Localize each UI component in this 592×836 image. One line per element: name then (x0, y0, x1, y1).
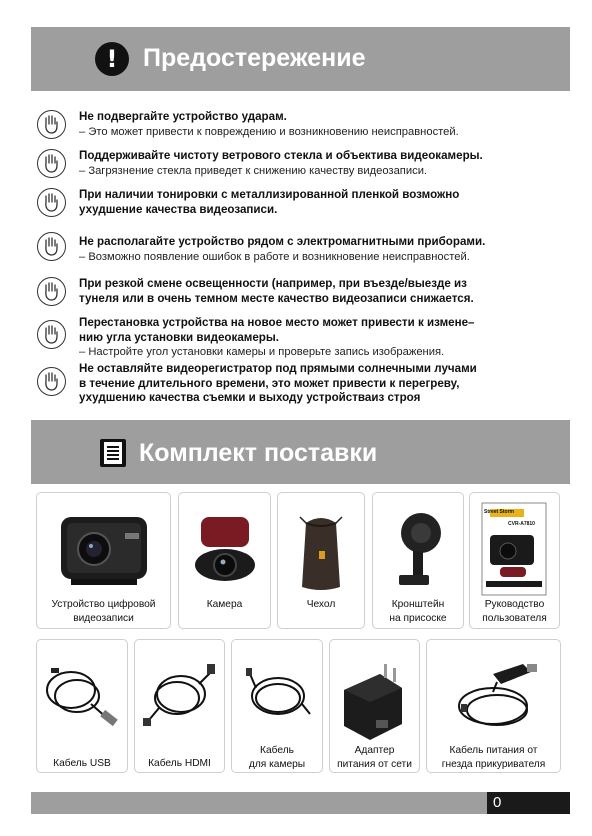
document-icon (100, 439, 126, 467)
caution-item-heading: Перестановка устройства на новое место может привести к измене– (79, 316, 475, 329)
package-card-hdmi (134, 639, 225, 773)
caution-item-heading: Не оставляйте видеорегистратор под прямыми солнечными лучами (79, 362, 477, 375)
card-label-line: видеозаписи (73, 612, 134, 624)
hand-stop-icon (37, 277, 66, 306)
caution-item (79, 149, 559, 178)
page-number: 0 (487, 792, 570, 814)
caution-item-heading: Не располагайте устройство рядом с электромагнитными приборами. (79, 235, 486, 248)
camera-cable-image (232, 644, 322, 744)
card-label-line: гнезда прикуривателя (441, 758, 546, 770)
package-card-dvr (36, 492, 171, 629)
caution-item (79, 277, 559, 306)
card-label-line: Камера (206, 599, 243, 610)
caution-item-heading: ухудшение качества видеозаписи. (79, 202, 278, 216)
card-label-line: Руководство (484, 599, 545, 610)
car-charger-image (427, 644, 560, 744)
caution-item-note: – Настройте угол установки камеры и проверьте запись изображения. (79, 346, 445, 358)
caution-title: Предостережение (143, 44, 366, 72)
hand-stop-icon (37, 320, 66, 349)
caution-item (79, 316, 559, 359)
dvr-device-image (37, 499, 170, 599)
package-card-camera-cable (231, 639, 323, 773)
package-card-pouch (277, 492, 365, 629)
package-title: Комплект поставки (139, 439, 378, 467)
package-card-camera (178, 492, 271, 629)
caution-item-heading: ухудшению качества съемки и выходу устройстваиз строя (79, 391, 421, 404)
hand-stop-icon (37, 367, 66, 396)
pouch-image (278, 499, 364, 599)
caution-item-heading: При наличии тонировки с металлизированной пленкой возможно (79, 188, 460, 201)
package-card-manual (469, 492, 560, 629)
package-card-adapter (329, 639, 420, 773)
camera-image (179, 499, 270, 599)
hand-stop-icon (37, 232, 66, 261)
suction-mount-image (373, 499, 463, 599)
caution-item-heading: При резкой смене освещенности (например, при въезде/выезде из (79, 277, 467, 290)
card-label-line: питания от сети (337, 758, 412, 770)
card-label-line: пользователя (482, 612, 547, 624)
caution-item-note: – Загрязнение стекла приведет к снижению качеству видеозаписи. (79, 164, 428, 177)
card-label-line: на присоске (389, 612, 447, 624)
usb-cable-image (37, 644, 127, 744)
hand-stop-icon (37, 188, 66, 217)
hdmi-cable-image (135, 644, 224, 744)
hand-stop-icon (37, 110, 66, 139)
package-card-mount (372, 492, 464, 629)
caution-item-note: – Это может привести к повреждению и возникновению неисправностей. (79, 125, 459, 138)
card-label-line: Чехол (306, 599, 336, 610)
card-label-line: для камеры (248, 758, 306, 770)
package-card-car-charger (426, 639, 561, 773)
card-label-line: Кабель (260, 745, 294, 756)
caution-item (79, 110, 559, 139)
card-label-line: Устройство цифровой (51, 599, 156, 610)
package-card-usb (36, 639, 128, 773)
manual-brand: Street Storm (484, 509, 515, 515)
caution-item-heading: Поддерживайте чистоту ветрового стекла и объектива видеокамеры. (79, 149, 483, 162)
caution-item (79, 362, 559, 406)
caution-item (79, 235, 559, 264)
card-label-line: Кабель питания от (449, 745, 538, 756)
manual-model: CVR-A7810 (508, 521, 535, 527)
card-label-line: Кабель USB (53, 758, 111, 769)
hand-stop-icon (37, 149, 66, 178)
caution-item (79, 188, 559, 217)
card-label-line: Кронштейн (391, 599, 445, 610)
caution-item-heading: тунеля или в очень темном месте качество видеозаписи снижается. (79, 291, 474, 305)
card-label-line: Кабель HDMI (148, 758, 211, 769)
card-label-line: Адаптер (354, 745, 395, 756)
caution-item-heading: нию угла установки видеокамеры. (79, 330, 279, 344)
exclamation-icon: ! (95, 42, 129, 76)
caution-item-note: – Возможно появление ошибок в работе и возникновение неисправностей. (79, 250, 470, 263)
caution-item-heading: в течение длительного времени, это может привести к перегреву, (79, 376, 460, 390)
caution-item-heading: Не подвергайте устройство ударам. (79, 110, 287, 123)
ac-adapter-image (330, 644, 419, 744)
